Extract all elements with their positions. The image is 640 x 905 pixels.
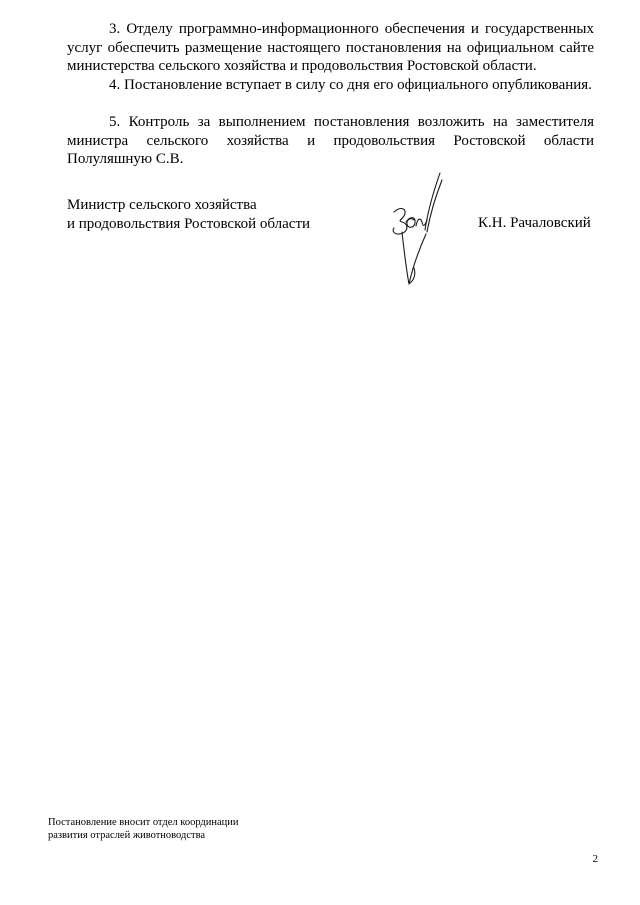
page-number: 2 [592, 853, 598, 865]
signatory-title [67, 196, 310, 233]
handwritten-signature [380, 170, 450, 290]
paragraph-3: 3. Отделу программно-информационного обеспечения и государственных услуг обеспечить размещение настоящего постановления на официальном сайте министерства сельского хозяйства и продовольствия Ростовской области. [67, 21, 594, 74]
paragraph-5: 5. Контроль за выполнением постановления возложить на заместителя министра сельского хозяйства и продовольствия Ростовской области Полуляшную С.В. [67, 114, 594, 167]
paragraph-4: 4. Постановление вступает в силу со дня его официального опубликования. [109, 77, 592, 93]
signatory-title-line1: Министр сельского хозяйства [67, 197, 257, 213]
footer-note-line1: Постановление вносит отдел координации [48, 817, 239, 828]
signatory-title-line2: и продовольствия Ростовской области [67, 215, 311, 232]
signatory-name: К.Н. Рачаловский [478, 215, 591, 231]
footer-note-line2: развития отраслей животноводства [48, 830, 206, 841]
footer-note [48, 816, 239, 842]
